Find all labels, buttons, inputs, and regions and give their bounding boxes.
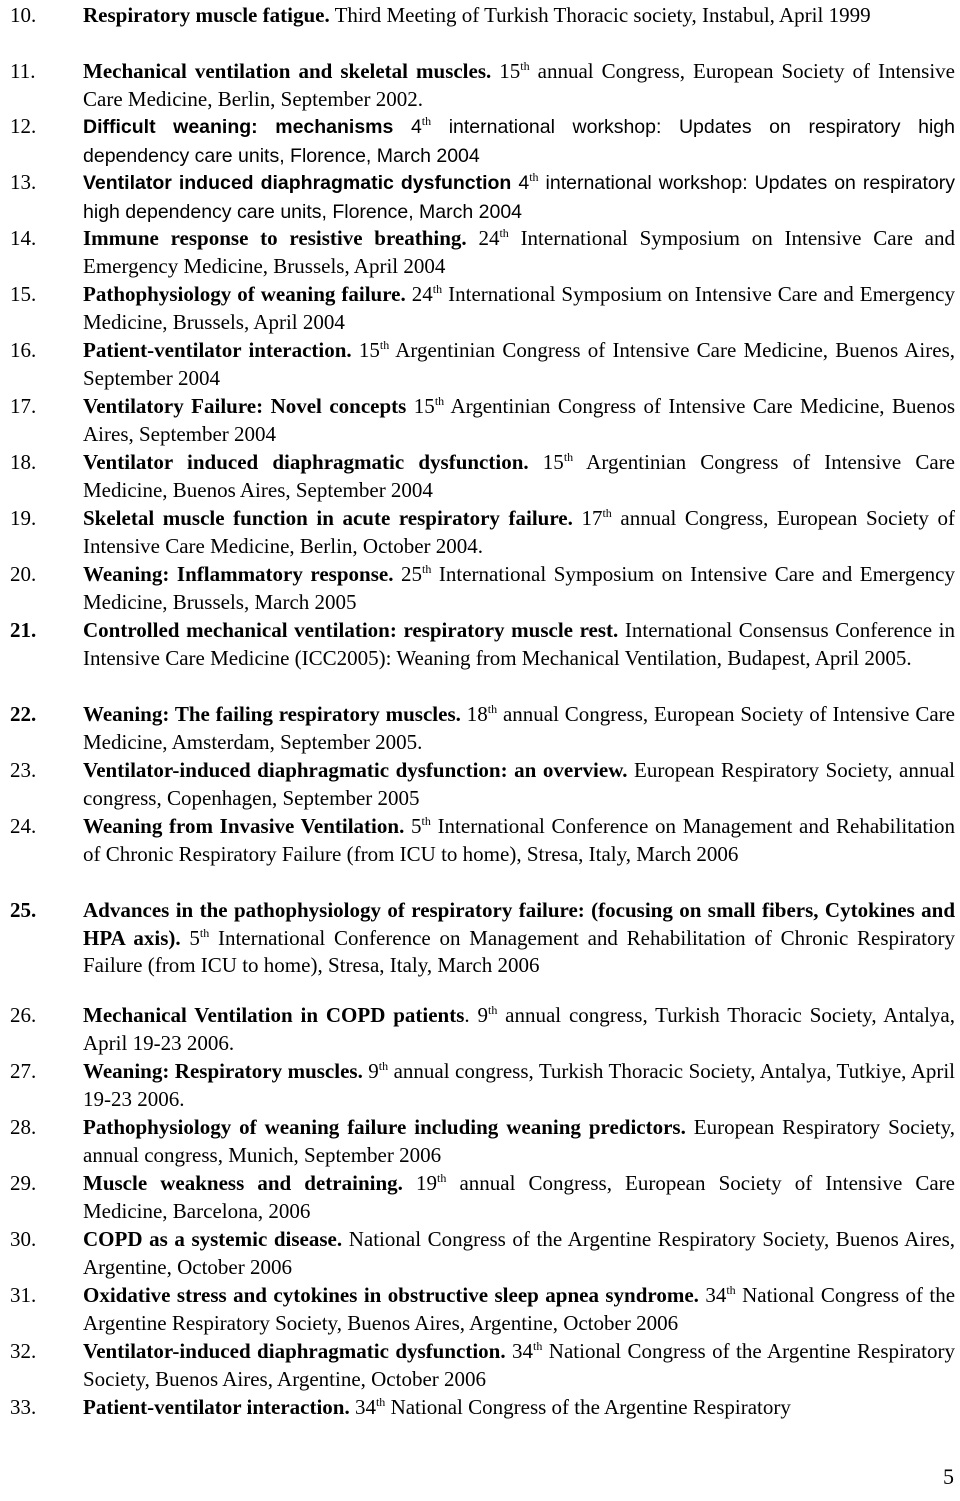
page-number: 5	[943, 1464, 954, 1489]
item-number: 28.	[10, 1115, 37, 1139]
item-title: Ventilator-induced diaphragmatic dysfunction.	[83, 1339, 506, 1363]
item-number: 12.	[10, 114, 37, 138]
item-venue-rest: International Symposium on Intensive Care and Emergency Medicine, Brussels, March 2005	[83, 562, 955, 614]
item-venue: 24	[466, 226, 500, 250]
ordinal-suffix: th	[563, 450, 574, 464]
item-venue-rest: international workshop: Updates on respiratory high dependency care units, Florence, March 2004	[83, 116, 955, 167]
item-number: 18.	[10, 450, 37, 474]
item-title: Mechanical ventilation and skeletal muscles.	[83, 59, 492, 83]
ordinal-suffix: th	[726, 1283, 736, 1297]
ordinal-suffix: th	[487, 1003, 498, 1017]
item-title: Advances in the pathophysiology of respiratory failure: (focusing on small fibers, Cytokines and HPA axis).	[83, 898, 955, 950]
list-item	[10, 701, 955, 756]
list-item	[10, 1282, 955, 1337]
ordinal-suffix: th	[533, 1339, 543, 1353]
item-number: 29.	[10, 1171, 37, 1195]
item-venue: European Respiratory Society, annual congress, Munich, September 2006	[83, 1115, 955, 1167]
item-venue: Third Meeting of Turkish Thoracic society, Instabul, April 1999	[329, 3, 871, 27]
item-venue-rest: annual Congress, European Society of Intensive Care Medicine, Barcelona, 2006	[83, 1171, 956, 1223]
item-venue: 15	[351, 338, 380, 362]
list-item	[10, 1394, 955, 1422]
item-title: Mechanical Ventilation in COPD patients	[83, 1003, 465, 1027]
item-number: 15.	[10, 282, 37, 306]
item-venue: 17	[572, 506, 603, 530]
item-number: 10.	[10, 3, 37, 27]
list-item	[10, 1114, 955, 1169]
item-venue-rest: National Congress of the Argentine Respiratory Society, Buenos Aires, Argentine, October 2006	[83, 1339, 955, 1391]
list-item	[10, 2, 955, 30]
item-venue-rest: Argentinian Congress of Intensive Care Medicine, Buenos Aires, September 2004	[83, 450, 956, 502]
list-item	[10, 617, 955, 672]
item-title: Weaning: Respiratory muscles.	[83, 1059, 363, 1083]
list-item	[10, 58, 955, 113]
ordinal-suffix: th	[422, 562, 432, 576]
list-item	[10, 225, 955, 280]
ordinal-suffix: th	[421, 814, 431, 828]
item-venue: 5	[180, 925, 200, 950]
item-venue-rest: International Symposium on Intensive Care and Emergency Medicine, Brussels, April 2004	[83, 226, 955, 278]
item-venue: 5	[404, 814, 422, 838]
item-number: 17.	[10, 394, 37, 418]
item-number: 26.	[10, 1003, 37, 1027]
list-item	[10, 1002, 955, 1057]
ordinal-suffix: th	[432, 282, 443, 296]
ordinal-suffix: th	[378, 1059, 389, 1073]
item-venue-rest: Argentinian Congress of Intensive Care Medicine, Buenos Aires, September 2004	[83, 338, 955, 390]
ordinal-suffix: th	[434, 394, 445, 408]
item-number: 30.	[10, 1227, 37, 1251]
item-venue: 4	[393, 116, 422, 138]
list-item	[10, 1226, 955, 1281]
item-title: Weaning from Invasive Ventilation.	[83, 814, 405, 838]
ordinal-suffix: th	[487, 702, 498, 716]
item-number: 19.	[10, 506, 37, 530]
item-venue-rest: Argentinian Congress of Intensive Care Medicine, Buenos Aires, September 2004	[83, 394, 955, 446]
list-item	[10, 1058, 955, 1113]
ordinal-suffix: th	[199, 925, 210, 940]
ordinal-suffix: th	[421, 114, 432, 128]
item-title: Weaning: Inflammatory response.	[83, 562, 394, 586]
item-venue: 9	[362, 1059, 379, 1083]
item-number: 31.	[10, 1283, 37, 1307]
item-venue-rest: annual Congress, European Society of Intensive Care Medicine, Berlin, September 2002.	[83, 59, 955, 111]
item-number: 27.	[10, 1059, 37, 1083]
item-number: 13.	[10, 170, 37, 194]
item-number: 32.	[10, 1339, 37, 1363]
item-venue: European Respiratory Society, annual congress, Copenhagen, September 2005	[83, 758, 956, 810]
ordinal-suffix: th	[437, 1171, 447, 1185]
item-venue-rest: annual congress, Turkish Thoracic Society, Antalya, April 19-23 2006.	[83, 1003, 955, 1055]
item-number: 24.	[10, 814, 37, 838]
ordinal-suffix: th	[602, 506, 612, 520]
item-number: 11.	[10, 59, 36, 83]
list-item	[10, 393, 955, 448]
ordinal-suffix: th	[499, 226, 509, 240]
item-title: Respiratory muscle fatigue.	[83, 3, 330, 27]
list-item	[10, 505, 955, 560]
item-number: 16.	[10, 338, 37, 362]
item-number: 33.	[10, 1395, 37, 1419]
item-title: Weaning: The failing respiratory muscles.	[83, 702, 461, 726]
item-venue: 15	[491, 59, 521, 83]
item-title: Ventilator-induced diaphragmatic dysfunction: an overview.	[83, 758, 628, 782]
item-venue: 34	[698, 1283, 727, 1307]
list-item	[10, 449, 955, 504]
item-title: Muscle weakness and detraining.	[83, 1171, 403, 1195]
item-venue-rest: National Congress of the Argentine Respiratory	[385, 1395, 791, 1419]
list-item	[10, 813, 955, 868]
item-number: 23.	[10, 758, 37, 782]
item-number: 21.	[10, 618, 37, 642]
ordinal-suffix: th	[520, 59, 530, 73]
list-item	[10, 281, 955, 336]
item-venue-rest: annual Congress, European Society of Intensive Care Medicine, Berlin, October 2004.	[83, 506, 955, 558]
item-number: 25.	[10, 898, 37, 922]
item-venue: National Congress of the Argentine Respiratory Society, Buenos Aires, Argentine, October 2006	[83, 1227, 955, 1279]
item-venue-rest: international workshop: Updates on respiratory high dependency care units, Florence, March 2004	[83, 172, 956, 223]
list-item	[10, 113, 955, 170]
item-venue: International Consensus Conference in Intensive Care Medicine (ICC2005): Weaning from Mechanical Ventilation, Budapest, April 2005.	[83, 618, 955, 670]
item-number: 20.	[10, 562, 37, 586]
item-venue: 25	[393, 562, 423, 586]
item-venue-rest: International Symposium on Intensive Care and Emergency Medicine, Brussels, April 2004	[83, 282, 956, 334]
item-title: Controlled mechanical ventilation: respiratory muscle rest.	[83, 618, 619, 642]
item-title: Patient-ventilator interaction.	[83, 338, 352, 362]
item-venue-rest: National Congress of the Argentine Respiratory Society, Buenos Aires, Argentine, October 2006	[83, 1283, 956, 1335]
item-venue: 34	[505, 1339, 534, 1363]
ordinal-suffix: th	[379, 338, 390, 352]
item-title: Difficult weaning: mechanisms	[83, 116, 394, 138]
item-title: Patient-ventilator interaction.	[83, 1395, 350, 1419]
item-venue: 34	[349, 1395, 376, 1419]
item-venue: 4	[511, 172, 530, 194]
item-title: Pathophysiology of weaning failure including weaning predictors.	[83, 1115, 686, 1139]
item-number: 14.	[10, 226, 37, 250]
item-venue-rest: International Conference on Management and Rehabilitation of Chronic Respiratory Failure (from ICU to home), Stresa, Italy, March 2006	[83, 814, 956, 866]
list-item	[10, 337, 955, 392]
item-title: Ventilator induced diaphragmatic dysfunction	[83, 172, 512, 194]
item-venue: 19	[402, 1171, 438, 1195]
item-title: Ventilatory Failure: Novel concepts	[83, 394, 407, 418]
item-title: Pathophysiology of weaning failure.	[83, 282, 406, 306]
list-item	[10, 561, 955, 616]
list-item	[10, 169, 955, 226]
item-venue-rest: annual Congress, European Society of Intensive Care Medicine, Amsterdam, September 2005.	[83, 702, 956, 754]
item-title: Immune response to resistive breathing.	[83, 226, 467, 250]
item-title: Ventilator induced diaphragmatic dysfunction.	[83, 450, 529, 474]
ordinal-suffix: th	[529, 170, 539, 184]
item-venue: 18	[460, 702, 488, 726]
item-venue: . 9	[464, 1003, 488, 1027]
item-venue-rest: International Conference on Management and Rehabilitation of Chronic Respiratory Failure (from ICU to home), Stresa, Italy, March 2006	[83, 925, 955, 978]
list-item	[10, 1338, 955, 1393]
item-title: Oxidative stress and cytokines in obstructive sleep apnea syndrome.	[83, 1283, 699, 1307]
list-item	[10, 757, 955, 812]
item-venue-rest: annual congress, Turkish Thoracic Society, Antalya, Tutkiye, April 19-23 2006.	[83, 1059, 956, 1111]
list-item	[10, 897, 955, 980]
item-venue: 15	[406, 394, 435, 418]
item-venue: 24	[405, 282, 433, 306]
item-number: 22.	[10, 702, 37, 726]
item-title: Skeletal muscle function in acute respiratory failure.	[83, 506, 573, 530]
item-venue: 15	[528, 450, 564, 474]
item-title: COPD as a systemic disease.	[83, 1227, 343, 1251]
ordinal-suffix: th	[375, 1395, 386, 1409]
list-item	[10, 1170, 955, 1225]
